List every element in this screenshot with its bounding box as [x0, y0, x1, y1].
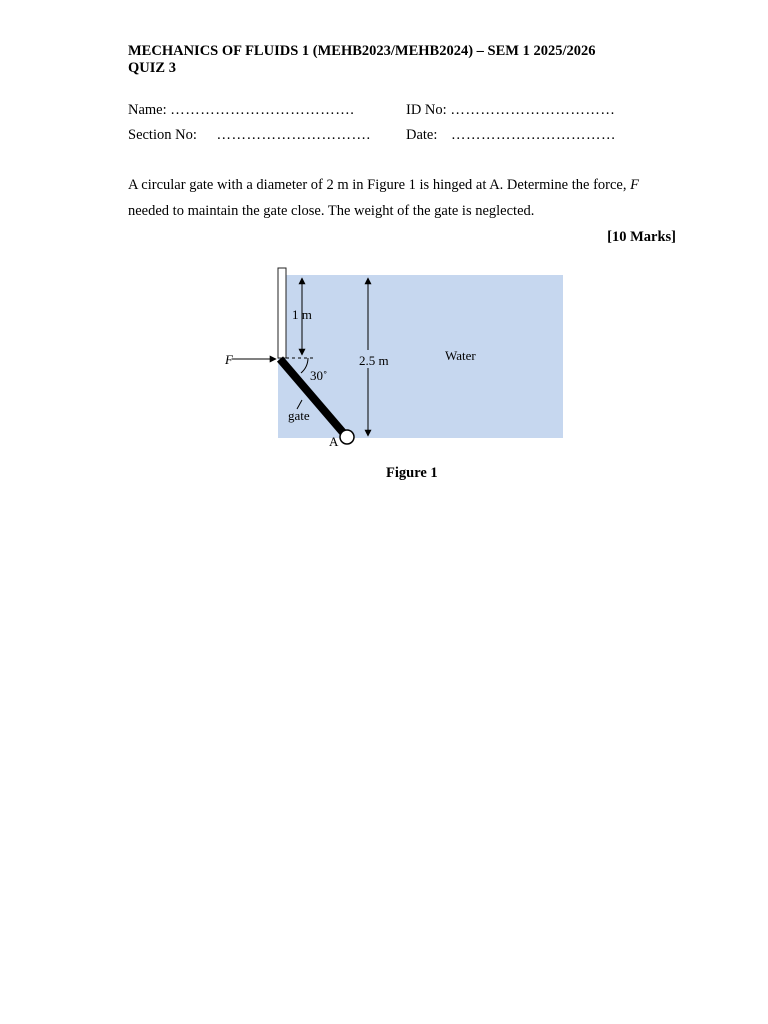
- section-field: [128, 127, 371, 144]
- angle-label: 30˚: [310, 368, 328, 383]
- id-blank: ……………………………: [450, 102, 616, 118]
- marks-label: [10 Marks]: [607, 229, 676, 245]
- depth-label: 1 m: [292, 307, 312, 322]
- force-variable: F: [630, 177, 639, 193]
- figure-caption: Figure 1: [386, 465, 438, 481]
- quiz-title: QUIZ 3: [128, 60, 176, 76]
- hinge-icon: [340, 430, 354, 444]
- force-label: F: [225, 352, 233, 367]
- date-label: Date:: [406, 127, 438, 143]
- question-text: A circular gate with a diameter of 2 m in Figure 1 is hinged at A. Determine the force,: [128, 177, 627, 193]
- height-label: 2.5 m: [359, 353, 389, 368]
- section-label: Section No:: [128, 127, 197, 143]
- section-blank: ………………………….: [216, 127, 371, 143]
- vertical-wall: [278, 268, 286, 358]
- name-field: [128, 102, 354, 119]
- name-label: Name:: [128, 102, 167, 118]
- question-line-1: [128, 177, 680, 194]
- hinge-label: A: [329, 434, 339, 449]
- name-blank: ……………………………….: [170, 102, 355, 118]
- fluid-label: Water: [445, 348, 476, 363]
- course-title: MECHANICS OF FLUIDS 1 (MEHB2023/MEHB2024) – SEM 1 2025/2026: [128, 43, 596, 59]
- date-blank: ……………………………: [451, 127, 617, 143]
- date-field: [406, 127, 616, 144]
- figure-1-diagram: [216, 258, 588, 458]
- question-line-2: needed to maintain the gate close. The weight of the gate is neglected.: [128, 203, 535, 219]
- id-field: [406, 102, 615, 119]
- gate-label: gate: [288, 408, 310, 423]
- id-label: ID No:: [406, 102, 447, 118]
- water-region: [278, 275, 563, 438]
